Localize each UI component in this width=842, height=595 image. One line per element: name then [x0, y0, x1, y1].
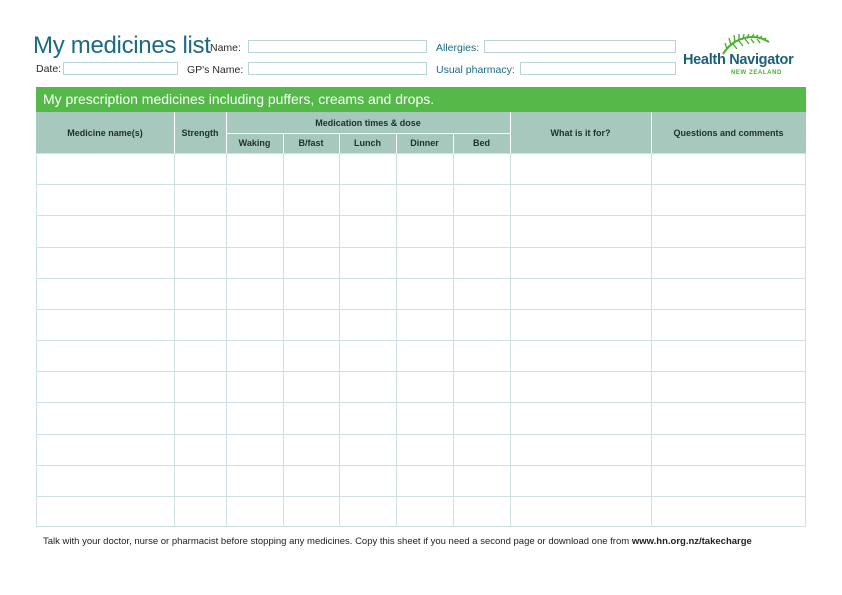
cell-waking[interactable]	[227, 341, 283, 371]
gp-name-field[interactable]	[248, 62, 427, 75]
cell-waking[interactable]	[227, 403, 283, 433]
table-row	[36, 340, 806, 371]
table-row	[36, 247, 806, 278]
table-row	[36, 434, 806, 465]
logo-subtitle: NEW ZEALAND	[731, 70, 782, 76]
cell-lunch[interactable]	[340, 435, 396, 465]
name-field[interactable]	[248, 40, 427, 53]
page-title: My medicines list	[33, 32, 211, 59]
cell-bed[interactable]	[454, 185, 510, 215]
cell-dinner[interactable]	[397, 372, 453, 402]
cell-lunch[interactable]	[340, 310, 396, 340]
cell-strength[interactable]	[175, 341, 226, 371]
cell-bed[interactable]	[454, 435, 510, 465]
cell-waking[interactable]	[227, 248, 283, 278]
cell-dinner[interactable]	[397, 310, 453, 340]
cell-waking[interactable]	[227, 154, 283, 184]
cell-what-is-it-for[interactable]	[511, 185, 651, 215]
header-time-breakfast: B/fast	[298, 138, 324, 148]
cell-breakfast[interactable]	[284, 372, 339, 402]
cell-questions-comments[interactable]	[652, 435, 806, 465]
cell-waking[interactable]	[227, 435, 283, 465]
cell-bed[interactable]	[454, 248, 510, 278]
cell-waking[interactable]	[227, 372, 283, 402]
cell-questions-comments[interactable]	[652, 403, 806, 433]
cell-what-is-it-for[interactable]	[511, 248, 651, 278]
name-label: Name:	[210, 42, 241, 54]
cell-medicine-name[interactable]	[37, 185, 174, 215]
cell-medicine-name[interactable]	[37, 403, 174, 433]
cell-strength[interactable]	[175, 435, 226, 465]
date-label: Date:	[36, 63, 62, 75]
cell-strength[interactable]	[175, 216, 226, 246]
cell-breakfast[interactable]	[284, 403, 339, 433]
cell-strength[interactable]	[175, 403, 226, 433]
header-time-bed: Bed	[472, 138, 490, 148]
cell-breakfast[interactable]	[284, 497, 339, 527]
cell-strength[interactable]	[175, 154, 226, 184]
cell-what-is-it-for[interactable]	[511, 372, 651, 402]
cell-bed[interactable]	[454, 216, 510, 246]
date-field[interactable]	[63, 62, 178, 75]
cell-breakfast[interactable]	[284, 154, 339, 184]
cell-dinner[interactable]	[397, 185, 453, 215]
cell-lunch[interactable]	[340, 466, 396, 496]
cell-dinner[interactable]	[397, 341, 453, 371]
cell-lunch[interactable]	[340, 279, 396, 309]
cell-strength[interactable]	[175, 185, 226, 215]
cell-medicine-name[interactable]	[37, 466, 174, 496]
cell-dinner[interactable]	[397, 248, 453, 278]
cell-medicine-name[interactable]	[37, 310, 174, 340]
cell-dinner[interactable]	[397, 216, 453, 246]
cell-what-is-it-for[interactable]	[511, 403, 651, 433]
footer-url[interactable]: www.hn.org.nz/takecharge	[631, 536, 752, 547]
pharmacy-field[interactable]	[520, 62, 676, 75]
cell-lunch[interactable]	[340, 248, 396, 278]
medicines-table	[36, 112, 806, 527]
footer-note	[43, 536, 752, 547]
cell-waking[interactable]	[227, 497, 283, 527]
cell-questions-comments[interactable]	[652, 466, 806, 496]
cell-questions-comments[interactable]	[652, 497, 806, 527]
cell-medicine-name[interactable]	[37, 154, 174, 184]
cell-questions-comments[interactable]	[652, 248, 806, 278]
cell-questions-comments[interactable]	[652, 154, 806, 184]
cell-questions-comments[interactable]	[652, 341, 806, 371]
cell-breakfast[interactable]	[284, 310, 339, 340]
footer-text: Talk with your doctor, nurse or pharmacist before stopping any medicines. Copy this sheet if you need a second page or download one from	[43, 536, 632, 547]
cell-breakfast[interactable]	[284, 279, 339, 309]
cell-strength[interactable]	[175, 466, 226, 496]
cell-lunch[interactable]	[340, 341, 396, 371]
cell-breakfast[interactable]	[284, 216, 339, 246]
cell-questions-comments[interactable]	[652, 216, 806, 246]
cell-lunch[interactable]	[340, 185, 396, 215]
table-row	[36, 496, 806, 527]
cell-what-is-it-for[interactable]	[511, 466, 651, 496]
cell-waking[interactable]	[227, 466, 283, 496]
cell-breakfast[interactable]	[284, 185, 339, 215]
section-banner: My prescription medicines including puffers, creams and drops.	[36, 87, 806, 112]
cell-lunch[interactable]	[340, 497, 396, 527]
cell-questions-comments[interactable]	[652, 310, 806, 340]
header-time-lunch: Lunch	[354, 138, 381, 148]
cell-medicine-name[interactable]	[37, 279, 174, 309]
cell-medicine-name[interactable]	[37, 372, 174, 402]
cell-breakfast[interactable]	[284, 248, 339, 278]
cell-questions-comments[interactable]	[652, 185, 806, 215]
logo-word-navigator: Navigator	[729, 52, 794, 68]
cell-questions-comments[interactable]	[652, 279, 806, 309]
cell-bed[interactable]	[454, 310, 510, 340]
cell-strength[interactable]	[175, 279, 226, 309]
table-row	[36, 215, 806, 246]
cell-waking[interactable]	[227, 310, 283, 340]
cell-what-is-it-for[interactable]	[511, 435, 651, 465]
header-medication-times: Medication times & dose	[315, 117, 421, 128]
cell-waking[interactable]	[227, 185, 283, 215]
cell-dinner[interactable]	[397, 279, 453, 309]
cell-dinner[interactable]	[397, 154, 453, 184]
cell-medicine-name[interactable]	[37, 248, 174, 278]
cell-medicine-name[interactable]	[37, 497, 174, 527]
cell-medicine-name[interactable]	[37, 216, 174, 246]
header-time-waking: Waking	[238, 138, 271, 148]
table-row	[36, 309, 806, 340]
cell-dinner[interactable]	[397, 403, 453, 433]
cell-what-is-it-for[interactable]	[511, 216, 651, 246]
cell-lunch[interactable]	[340, 403, 396, 433]
cell-waking[interactable]	[227, 216, 283, 246]
header-time-dinner: Dinner	[410, 138, 439, 148]
cell-breakfast[interactable]	[284, 435, 339, 465]
cell-strength[interactable]	[175, 497, 226, 527]
cell-strength[interactable]	[175, 248, 226, 278]
cell-bed[interactable]	[454, 341, 510, 371]
cell-what-is-it-for[interactable]	[511, 310, 651, 340]
table-row	[36, 278, 806, 309]
cell-bed[interactable]	[454, 372, 510, 402]
cell-waking[interactable]	[227, 279, 283, 309]
cell-what-is-it-for[interactable]	[511, 154, 651, 184]
table-row	[36, 402, 806, 433]
cell-strength[interactable]	[175, 310, 226, 340]
cell-bed[interactable]	[454, 403, 510, 433]
header-what-is-it-for: What is it for?	[550, 127, 611, 138]
gp-name-label: GP's Name:	[187, 64, 244, 76]
cell-dinner[interactable]	[397, 435, 453, 465]
cell-breakfast[interactable]	[284, 341, 339, 371]
table-row	[36, 153, 806, 184]
cell-medicine-name[interactable]	[37, 435, 174, 465]
table-row	[36, 371, 806, 402]
cell-dinner[interactable]	[397, 497, 453, 527]
logo-word-health: Health	[683, 52, 726, 68]
cell-lunch[interactable]	[340, 154, 396, 184]
health-navigator-logo	[683, 34, 803, 80]
allergies-label: Allergies:	[436, 42, 480, 54]
cell-medicine-name[interactable]	[37, 341, 174, 371]
cell-bed[interactable]	[454, 497, 510, 527]
cell-what-is-it-for[interactable]	[511, 341, 651, 371]
header-medicine-name: Medicine name(s)	[67, 127, 143, 138]
cell-dinner[interactable]	[397, 466, 453, 496]
cell-bed[interactable]	[454, 279, 510, 309]
cell-what-is-it-for[interactable]	[511, 497, 651, 527]
pharmacy-label: Usual pharmacy:	[436, 64, 515, 76]
cell-bed[interactable]	[454, 466, 510, 496]
header-questions-comments: Questions and comments	[673, 127, 784, 138]
cell-breakfast[interactable]	[284, 466, 339, 496]
header-strength: Strength	[181, 127, 219, 138]
cell-what-is-it-for[interactable]	[511, 279, 651, 309]
cell-bed[interactable]	[454, 154, 510, 184]
cell-lunch[interactable]	[340, 216, 396, 246]
table-row	[36, 465, 806, 496]
cell-questions-comments[interactable]	[652, 372, 806, 402]
allergies-field[interactable]	[484, 40, 676, 53]
cell-lunch[interactable]	[340, 372, 396, 402]
cell-strength[interactable]	[175, 372, 226, 402]
table-row	[36, 184, 806, 215]
